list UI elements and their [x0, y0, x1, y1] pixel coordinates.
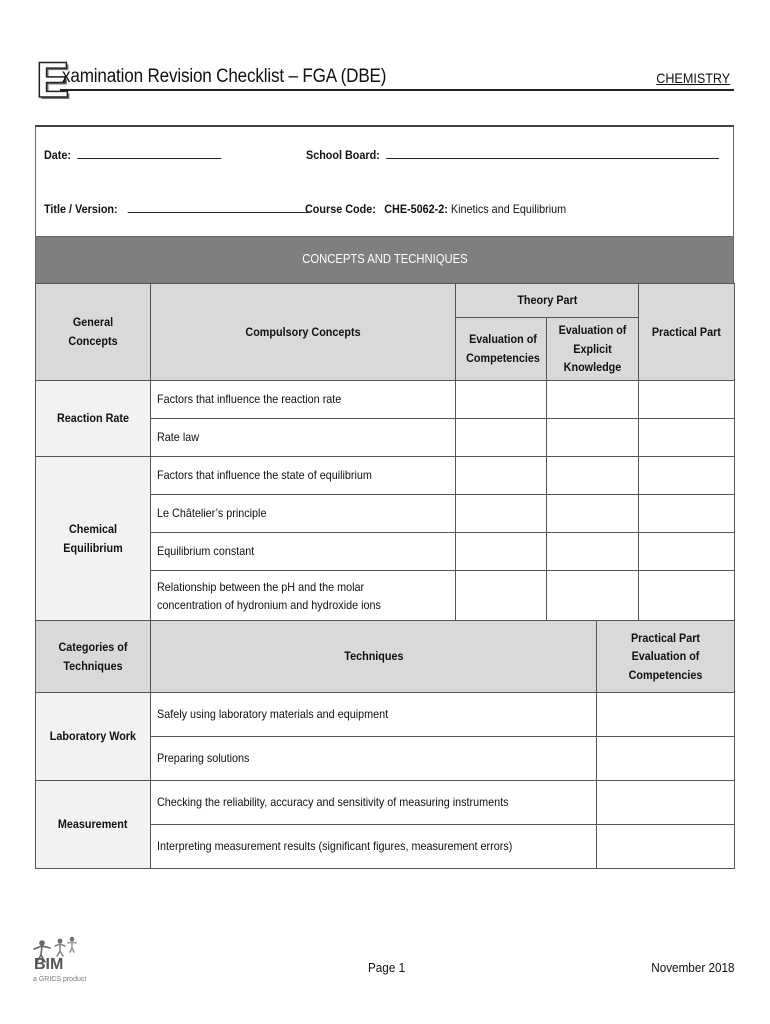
checkbox-cell[interactable]: [639, 381, 735, 419]
course-code-field: [305, 202, 566, 216]
checkbox-cell[interactable]: [456, 381, 547, 419]
title-version-label: Title / Version:: [44, 202, 118, 216]
concept-item: Factors that influence the state of equilibrium: [151, 457, 456, 495]
group-chemical-equilibrium: Chemical Equilibrium: [36, 457, 151, 621]
concept-item: Relationship between the pH and the molar concentration of hydronium and hydroxide ions: [151, 571, 456, 621]
group-reaction-rate: Reaction Rate: [36, 381, 151, 457]
checkbox-cell[interactable]: [639, 419, 735, 457]
col-evaluation-competencies: Evaluation of Competencies: [456, 318, 547, 381]
title-initial: E: [36, 52, 70, 108]
school-board-label: School Board:: [306, 148, 380, 162]
info-box: [35, 125, 734, 237]
checkbox-cell[interactable]: [597, 737, 735, 781]
col-theory-part: Theory Part: [456, 284, 639, 318]
checkbox-cell[interactable]: [547, 533, 639, 571]
date-field[interactable]: [44, 148, 222, 162]
table-row: [36, 457, 735, 495]
technique-item: Checking the reliability, accuracy and sensitivity of measuring instruments: [151, 781, 597, 825]
concept-item: Equilibrium constant: [151, 533, 456, 571]
col-evaluation-knowledge: Evaluation of Explicit Knowledge: [547, 318, 639, 381]
table-row: [36, 693, 735, 737]
page-number: Page 1: [368, 960, 406, 975]
checkbox-cell[interactable]: [547, 495, 639, 533]
col-categories-techniques: Categories of Techniques: [36, 621, 151, 693]
checkbox-cell[interactable]: [597, 693, 735, 737]
checkbox-cell[interactable]: [597, 781, 735, 825]
checkbox-cell[interactable]: [639, 571, 735, 621]
date-label: Date:: [44, 148, 72, 162]
technique-item: Safely using laboratory materials and equipment: [151, 693, 597, 737]
col-compulsory-concepts: Compulsory Concepts: [151, 284, 456, 381]
checkbox-cell[interactable]: [547, 419, 639, 457]
checkbox-cell[interactable]: [639, 457, 735, 495]
logo-text: BIM: [34, 956, 64, 973]
concept-item: Factors that influence the reaction rate: [151, 381, 456, 419]
title-version-field[interactable]: [44, 202, 308, 216]
header-rule: [60, 89, 734, 91]
technique-item: Preparing solutions: [151, 737, 597, 781]
col-practical-part: Practical Part: [639, 284, 735, 381]
checkbox-cell[interactable]: [456, 419, 547, 457]
checkbox-cell[interactable]: [639, 533, 735, 571]
footer-date: November 2018: [650, 960, 734, 975]
course-code-label: Course Code:: [305, 202, 376, 216]
school-board-blank[interactable]: [386, 148, 719, 159]
checkbox-cell[interactable]: [456, 495, 547, 533]
col-techniques: Techniques: [151, 621, 597, 693]
date-blank[interactable]: [78, 148, 222, 159]
group-measurement: Measurement: [36, 781, 151, 869]
course-code-value: CHE-5062-2:: [384, 202, 448, 216]
course-name: Kinetics and Equilibrium: [450, 202, 567, 216]
checkbox-cell[interactable]: [547, 381, 639, 419]
checkbox-cell[interactable]: [456, 457, 547, 495]
concept-item: Rate law: [151, 419, 456, 457]
checkbox-cell[interactable]: [547, 457, 639, 495]
checklist-table: [35, 283, 735, 869]
subject-label: CHEMISTRY: [656, 70, 730, 86]
table-row: [36, 381, 735, 419]
page-header: [36, 52, 734, 108]
col-general-concepts: General Concepts: [36, 284, 151, 381]
school-board-field[interactable]: [306, 148, 719, 162]
table-row: [36, 781, 735, 825]
title-version-blank[interactable]: [128, 202, 308, 213]
page-title: xamination Revision Checklist – FGA (DBE): [62, 66, 387, 87]
concept-item: Le Châtelier’s principle: [151, 495, 456, 533]
section-title: CONCEPTS AND TECHNIQUES: [301, 252, 468, 267]
logo-subtext: a GRICS product: [33, 976, 87, 983]
group-laboratory-work: Laboratory Work: [36, 693, 151, 781]
section-title-bar: [35, 237, 734, 283]
technique-item: Interpreting measurement results (significant figures, measurement errors): [151, 825, 597, 869]
checkbox-cell[interactable]: [456, 533, 547, 571]
checkbox-cell[interactable]: [547, 571, 639, 621]
checkbox-cell[interactable]: [639, 495, 735, 533]
checkbox-cell[interactable]: [456, 571, 547, 621]
col-practical-evaluation: Practical Part Evaluation of Competencies: [597, 621, 735, 693]
checkbox-cell[interactable]: [597, 825, 735, 869]
